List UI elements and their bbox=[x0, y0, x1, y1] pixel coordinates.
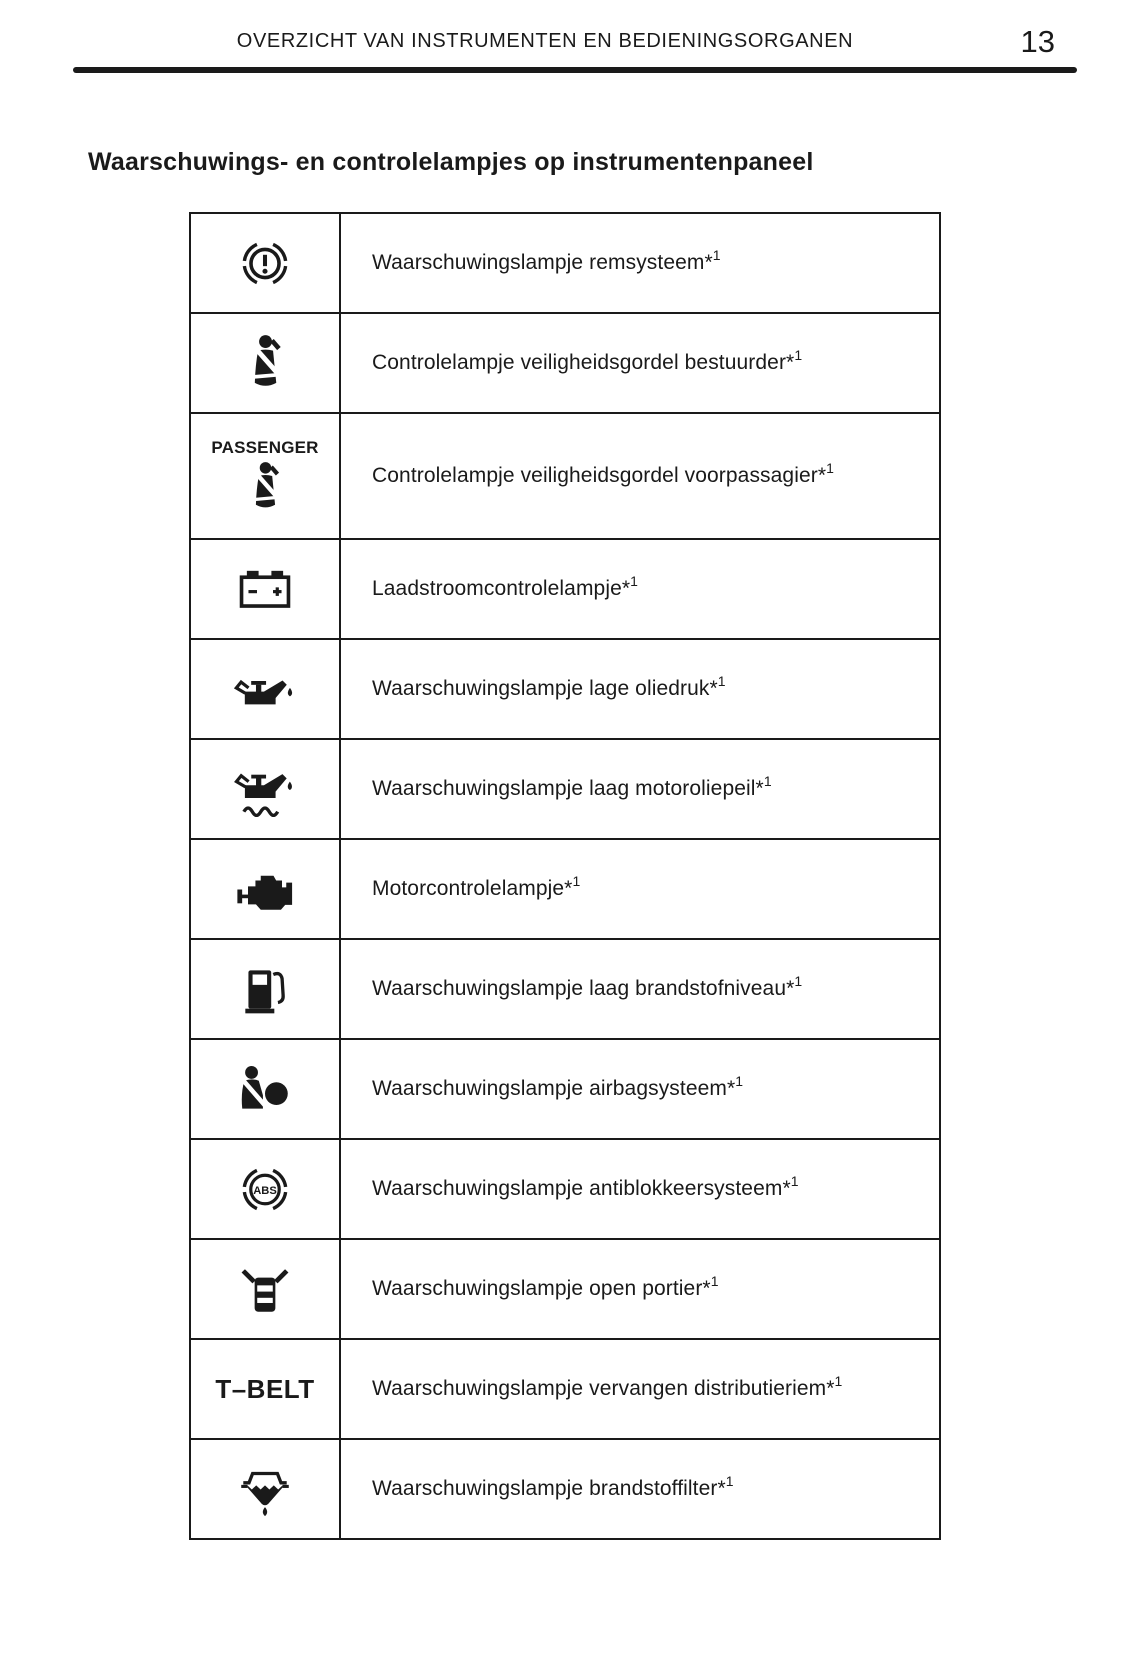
indicator-label: Waarschuwingslampje vervangen distributieriem*$^1$ bbox=[372, 1373, 843, 1400]
battery-charge-icon bbox=[233, 566, 297, 613]
header-rule bbox=[73, 67, 1077, 73]
table-row bbox=[191, 538, 939, 638]
icon-cell bbox=[191, 1440, 341, 1538]
indicator-label: Waarschuwingslampje remsysteem*$^1$ bbox=[372, 247, 721, 274]
icon-cell bbox=[191, 740, 341, 838]
icon-cell bbox=[191, 1340, 341, 1438]
icon-cell bbox=[191, 214, 341, 312]
icon-cell bbox=[191, 314, 341, 412]
fuel-filter-icon bbox=[234, 1460, 296, 1518]
indicator-label: Controlelampje veiligheidsgordel voorpassagier*$^1$ bbox=[372, 460, 835, 487]
oil-pressure-icon bbox=[231, 666, 299, 713]
seatbelt-driver-icon bbox=[239, 333, 291, 393]
door-open-icon bbox=[236, 1262, 294, 1316]
indicator-label: Laadstroomcontrolelampje*$^1$ bbox=[372, 573, 639, 600]
table-row bbox=[191, 312, 939, 412]
passenger-label: PASSENGER bbox=[211, 438, 319, 457]
abs-icon bbox=[231, 1164, 299, 1215]
table-row bbox=[191, 638, 939, 738]
indicator-label: Motorcontrolelampje*$^1$ bbox=[372, 873, 581, 900]
indicator-label: Waarschuwingslampje antiblokkeersysteem*$^1$ bbox=[372, 1173, 799, 1200]
timing-belt-icon: T–BELT bbox=[215, 1373, 315, 1404]
indicator-label: Controlelampje veiligheidsgordel bestuurder*$^1$ bbox=[372, 347, 803, 374]
indicator-label: Waarschuwingslampje airbagsysteem*$^1$ bbox=[372, 1073, 744, 1100]
indicator-label: Waarschuwingslampje laag brandstofniveau*$^1$ bbox=[372, 973, 803, 1000]
icon-cell bbox=[191, 414, 341, 538]
icon-cell bbox=[191, 640, 341, 738]
oil-level-icon bbox=[231, 762, 299, 817]
indicator-label: Waarschuwingslampje brandstoffilter*$^1$ bbox=[372, 1473, 734, 1500]
table-row bbox=[191, 214, 939, 312]
table-row bbox=[191, 1338, 939, 1438]
brake-warning-icon bbox=[231, 238, 299, 289]
abs-icon-text: ABS bbox=[253, 1184, 277, 1197]
indicator-label: Waarschuwingslampje laag motoroliepeil*$^1$ bbox=[372, 773, 772, 800]
page-number: 13 bbox=[1020, 24, 1055, 59]
table-row bbox=[191, 838, 939, 938]
section-title: Waarschuwings- en controlelampjes op instrumentenpaneel bbox=[88, 148, 814, 176]
indicator-label: Waarschuwingslampje lage oliedruk*$^1$ bbox=[372, 673, 726, 700]
table-row bbox=[191, 1238, 939, 1338]
icon-cell bbox=[191, 940, 341, 1038]
icon-cell bbox=[191, 1240, 341, 1338]
page-header bbox=[73, 24, 1077, 73]
icon-cell bbox=[191, 1040, 341, 1138]
header-title: OVERZICHT VAN INSTRUMENTEN EN BEDIENINGSORGANEN bbox=[236, 30, 854, 52]
icon-cell bbox=[191, 540, 341, 638]
indicator-table bbox=[189, 212, 941, 1540]
seatbelt-passenger-icon bbox=[242, 460, 288, 514]
table-row bbox=[191, 938, 939, 1038]
indicator-label: Waarschuwingslampje open portier*$^1$ bbox=[372, 1273, 719, 1300]
icon-cell bbox=[191, 1140, 341, 1238]
table-row bbox=[191, 1138, 939, 1238]
table-row bbox=[191, 738, 939, 838]
table-row bbox=[191, 1038, 939, 1138]
table-row bbox=[191, 1438, 939, 1538]
low-fuel-icon bbox=[236, 962, 294, 1016]
check-engine-icon bbox=[231, 864, 299, 915]
airbag-icon bbox=[235, 1062, 295, 1116]
icon-cell bbox=[191, 840, 341, 938]
table-row bbox=[191, 412, 939, 538]
